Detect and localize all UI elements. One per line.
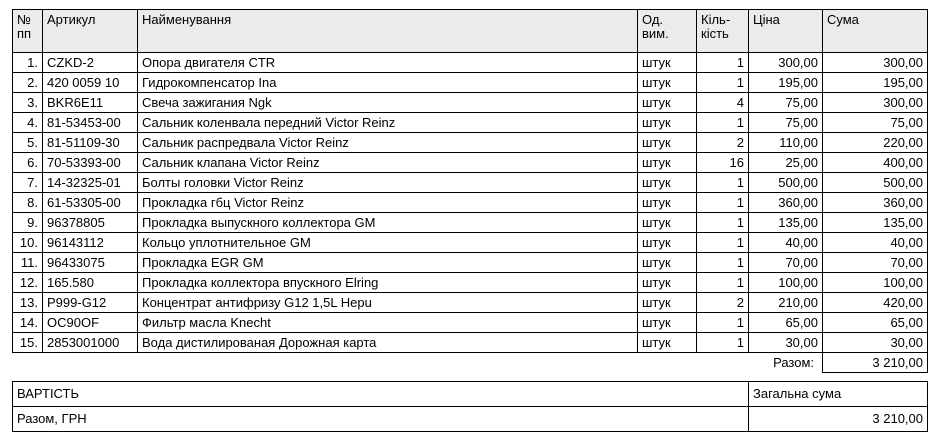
cell-price: 75,00 xyxy=(749,113,823,133)
cell-price: 30,00 xyxy=(749,333,823,353)
table-row xyxy=(13,293,928,313)
total-row xyxy=(13,353,928,373)
cell-article: 61-53305-00 xyxy=(43,193,138,213)
cell-name: Вода дистилированая Дорожная карта xyxy=(138,333,638,353)
cell-unit: штук xyxy=(638,233,697,253)
table-row xyxy=(13,333,928,353)
cell-name: Фильтр масла Knecht xyxy=(138,313,638,333)
cell-sum: 70,00 xyxy=(823,253,928,273)
cell-unit: штук xyxy=(638,293,697,313)
cell-article: 70-53393-00 xyxy=(43,153,138,173)
cell-unit: штук xyxy=(638,273,697,293)
total-label: Разом: xyxy=(773,355,814,371)
cell-unit: штук xyxy=(638,93,697,113)
cell-no: 5. xyxy=(13,133,43,153)
cell-article: 96433075 xyxy=(43,253,138,273)
cell-sum: 195,00 xyxy=(823,73,928,93)
cell-price: 195,00 xyxy=(749,73,823,93)
cell-name: Сальник коленвала передний Victor Reinz xyxy=(138,113,638,133)
header-name: Найменування xyxy=(138,10,638,53)
cell-name: Опора двигателя CTR xyxy=(138,53,638,73)
cell-unit: штук xyxy=(638,153,697,173)
cell-no: 12. xyxy=(13,273,43,293)
cell-price: 360,00 xyxy=(749,193,823,213)
cell-sum: 40,00 xyxy=(823,233,928,253)
cell-price: 135,00 xyxy=(749,213,823,233)
cell-unit: штук xyxy=(638,333,697,353)
cell-article: P999-G12 xyxy=(43,293,138,313)
items-body xyxy=(13,53,928,353)
cell-price: 70,00 xyxy=(749,253,823,273)
table-row xyxy=(13,193,928,213)
table-row xyxy=(13,93,928,113)
summary-left-value: Разом, ГРН xyxy=(13,407,749,432)
cell-name: Концентрат антифризу G12 1,5L Hepu xyxy=(138,293,638,313)
cell-sum: 100,00 xyxy=(823,273,928,293)
summary-right-value: 3 210,00 xyxy=(749,407,928,432)
cell-price: 100,00 xyxy=(749,273,823,293)
cell-unit: штук xyxy=(638,133,697,153)
cell-article: 81-51109-30 xyxy=(43,133,138,153)
cell-sum: 65,00 xyxy=(823,313,928,333)
cell-qty: 1 xyxy=(697,333,749,353)
total-value: 3 210,00 xyxy=(823,353,928,373)
cell-price: 210,00 xyxy=(749,293,823,313)
cell-no: 9. xyxy=(13,213,43,233)
table-header-row xyxy=(13,10,928,53)
cell-sum: 360,00 xyxy=(823,193,928,213)
cell-qty: 4 xyxy=(697,93,749,113)
cell-name: Прокладка выпускного коллектора GM xyxy=(138,213,638,233)
cell-article: 165.580 xyxy=(43,273,138,293)
cell-no: 13. xyxy=(13,293,43,313)
cell-qty: 1 xyxy=(697,233,749,253)
cell-name: Гидрокомпенсатор Ina xyxy=(138,73,638,93)
cell-sum: 500,00 xyxy=(823,173,928,193)
table-row xyxy=(13,153,928,173)
cell-no: 15. xyxy=(13,333,43,353)
cell-name: Прокладка коллектора впускного Elring xyxy=(138,273,638,293)
cell-no: 14. xyxy=(13,313,43,333)
cell-name: Болты головки Victor Reinz xyxy=(138,173,638,193)
cell-no: 10. xyxy=(13,233,43,253)
cell-article: CZKD-2 xyxy=(43,53,138,73)
cell-name: Свеча зажигания Ngk xyxy=(138,93,638,113)
cell-qty: 1 xyxy=(697,193,749,213)
header-qty: Кіль-кість xyxy=(697,10,749,53)
cell-qty: 16 xyxy=(697,153,749,173)
cell-article: 81-53453-00 xyxy=(43,113,138,133)
cell-no: 3. xyxy=(13,93,43,113)
cell-sum: 300,00 xyxy=(823,53,928,73)
cell-qty: 1 xyxy=(697,173,749,193)
cell-price: 25,00 xyxy=(749,153,823,173)
table-row xyxy=(13,53,928,73)
cell-unit: штук xyxy=(638,173,697,193)
cell-article: 14-32325-01 xyxy=(43,173,138,193)
cell-sum: 220,00 xyxy=(823,133,928,153)
items-table xyxy=(12,9,928,373)
cell-price: 65,00 xyxy=(749,313,823,333)
cell-price: 40,00 xyxy=(749,233,823,253)
cell-sum: 135,00 xyxy=(823,213,928,233)
cell-unit: штук xyxy=(638,73,697,93)
cell-qty: 1 xyxy=(697,213,749,233)
cell-qty: 1 xyxy=(697,113,749,133)
summary-right-header: Загальна сума xyxy=(749,382,928,407)
table-row xyxy=(13,113,928,133)
cell-name: Прокладка EGR GM xyxy=(138,253,638,273)
header-price: Ціна xyxy=(749,10,823,53)
cell-name: Сальник клапана Victor Reinz xyxy=(138,153,638,173)
cell-article: BKR6E11 xyxy=(43,93,138,113)
summary-left-header: ВАРТІСТЬ xyxy=(13,382,749,407)
cell-qty: 2 xyxy=(697,293,749,313)
cell-unit: штук xyxy=(638,313,697,333)
cell-no: 8. xyxy=(13,193,43,213)
summary-table xyxy=(12,381,928,432)
cell-qty: 1 xyxy=(697,53,749,73)
cell-price: 75,00 xyxy=(749,93,823,113)
cell-unit: штук xyxy=(638,193,697,213)
table-row xyxy=(13,173,928,193)
cell-name: Сальник распредвала Victor Reinz xyxy=(138,133,638,153)
table-row xyxy=(13,313,928,333)
cell-no: 11. xyxy=(13,253,43,273)
cell-qty: 1 xyxy=(697,253,749,273)
table-row xyxy=(13,253,928,273)
cell-no: 7. xyxy=(13,173,43,193)
cell-no: 6. xyxy=(13,153,43,173)
table-row xyxy=(13,233,928,253)
header-no: № пп xyxy=(13,10,43,53)
cell-qty: 1 xyxy=(697,273,749,293)
cell-no: 4. xyxy=(13,113,43,133)
cell-article: 96143112 xyxy=(43,233,138,253)
cell-qty: 1 xyxy=(697,73,749,93)
cell-unit: штук xyxy=(638,213,697,233)
cell-article: 420 0059 10 xyxy=(43,73,138,93)
cell-qty: 2 xyxy=(697,133,749,153)
cell-sum: 300,00 xyxy=(823,93,928,113)
cell-price: 110,00 xyxy=(749,133,823,153)
cell-no: 1. xyxy=(13,53,43,73)
cell-unit: штук xyxy=(638,113,697,133)
table-row xyxy=(13,213,928,233)
cell-article: OC90OF xyxy=(43,313,138,333)
cell-name: Кольцо уплотнительное GM xyxy=(138,233,638,253)
cell-name: Прокладка гбц Victor Reinz xyxy=(138,193,638,213)
cell-no: 2. xyxy=(13,73,43,93)
summary-header-row xyxy=(13,382,928,407)
cell-price: 500,00 xyxy=(749,173,823,193)
cell-sum: 75,00 xyxy=(823,113,928,133)
table-row xyxy=(13,73,928,93)
cell-qty: 1 xyxy=(697,313,749,333)
cell-unit: штук xyxy=(638,253,697,273)
cell-sum: 30,00 xyxy=(823,333,928,353)
table-row xyxy=(13,133,928,153)
cell-article: 2853001000 xyxy=(43,333,138,353)
summary-value-row xyxy=(13,407,928,432)
header-unit: Од. вим. xyxy=(638,10,697,53)
cell-sum: 420,00 xyxy=(823,293,928,313)
header-sum: Сума xyxy=(823,10,928,53)
cell-sum: 400,00 xyxy=(823,153,928,173)
cell-unit: штук xyxy=(638,53,697,73)
cell-article: 96378805 xyxy=(43,213,138,233)
cell-price: 300,00 xyxy=(749,53,823,73)
table-row xyxy=(13,273,928,293)
header-article: Артикул xyxy=(43,10,138,53)
